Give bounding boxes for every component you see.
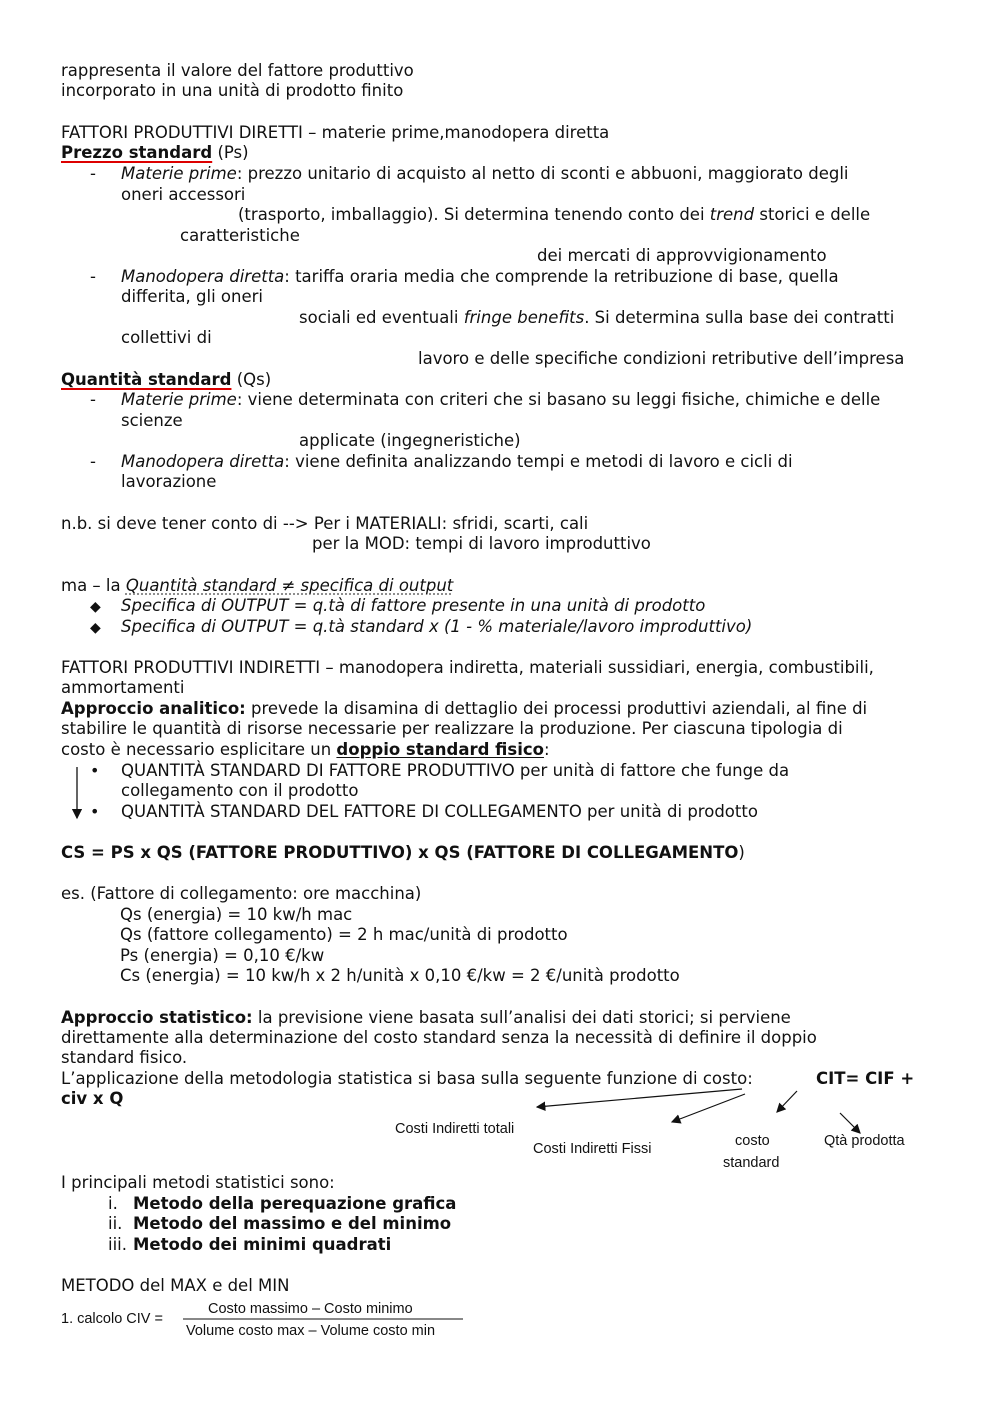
ps-md-l3a: sociali ed eventuali <box>299 308 464 327</box>
ps-materie-prime-line-2: oneri accessori <box>121 185 246 204</box>
ps-materie-prime-line-4: caratteristiche <box>180 226 300 245</box>
ps-md-l3c: . Si determina sulla base dei contratti <box>584 308 895 327</box>
label-costi-indiretti-fissi: Costi Indiretti Fissi <box>533 1141 652 1157</box>
heading-diretti: FATTORI PRODUTTIVI DIRETTI – materie prime,manodopera diretta <box>61 123 610 142</box>
output-bullet-2: Specifica di OUTPUT = q.tà standard x (1 - % materiale/lavoro improduttivo) <box>121 617 753 636</box>
qs-manodopera-term: Manodopera diretta <box>121 452 285 471</box>
intro-line-2: incorporato in una unità di prodotto finito <box>61 81 404 100</box>
approccio-statistico-text: la previsione viene basata sull’analisi dei dati storici; si perviene <box>252 1008 791 1027</box>
qs-manodopera-text: : viene definita analizzando tempi e metodi di lavoro e cicli di <box>284 452 793 471</box>
prezzo-standard-suffix: (Ps) <box>212 143 249 162</box>
nb-line-1: n.b. si deve tener conto di --> Per i MATERIALI: sfridi, scarti, cali <box>61 514 589 533</box>
cit-formula-part-1: CIT= CIF + <box>816 1069 915 1088</box>
approccio-analitico-line-2: stabilire le quantità di risorse necessarie per realizzare la produzione. Per ciascuna tipologia di <box>61 719 843 738</box>
ps-manodopera-line-5: lavoro e delle specifiche condizioni retributive dell’impresa <box>418 349 905 368</box>
dash-bullet: - <box>90 390 96 409</box>
calcolo-civ-label: 1. calcolo CIV = <box>61 1311 163 1327</box>
maxmin-title: METODO del MAX e del MIN <box>61 1276 290 1295</box>
ps-mp-l3a: (trasporto, imballaggio). Si determina tenendo conto dei <box>238 205 710 224</box>
round-bullet-icon: • <box>90 761 100 780</box>
esempio-line-1: es. (Fattore di collegamento: ore macchina) <box>61 884 422 903</box>
approccio-analitico-text: prevede la disamina di dettaglio dei processi produttivi aziendali, al fine di <box>245 699 868 718</box>
arrow-to-civ-icon <box>777 1091 797 1112</box>
qs-materie-prime-line-3: applicate (ingegneristiche) <box>299 431 521 450</box>
metodi-intro: I principali metodi statistici sono: <box>61 1173 335 1192</box>
approccio-statistico-title: Approccio statistico: <box>61 1008 253 1027</box>
indiretti-line-2: ammortamenti <box>61 678 185 697</box>
quantita-standard-title: Quantità standard <box>61 370 232 389</box>
indiretti-bullet-2: QUANTITÀ STANDARD DEL FATTORE DI COLLEGAMENTO per unità di prodotto <box>121 802 758 821</box>
approccio-statistico-line-3: standard fisico. <box>61 1048 188 1067</box>
dash-bullet: - <box>90 267 96 286</box>
metodo-item-1-num: i. <box>108 1194 118 1213</box>
cs-formula-tail: ) <box>738 843 745 862</box>
approccio-analitico-title: Approccio analitico: <box>61 699 246 718</box>
approccio-statistico-line-2: direttamente alla determinazione del costo standard senza la necessità di definire il doppio <box>61 1028 817 1047</box>
prezzo-standard-title: Prezzo standard <box>61 143 213 162</box>
ps-mp-l3c: storici e delle <box>754 205 871 224</box>
fraction-denominator: Volume costo max – Volume costo min <box>186 1323 436 1339</box>
an-l3c: : <box>543 740 550 759</box>
qs-materie-prime-term: Materie prime <box>121 390 237 409</box>
an-l3a: costo è necessario esplicitare un <box>61 740 337 759</box>
metodo-item-1: Metodo della perequazione grafica <box>133 1194 457 1213</box>
qs-materie-prime-line-2: scienze <box>121 411 183 430</box>
output-lead-term: Quantità standard ≠ specifica di output <box>125 576 454 595</box>
diamond-bullet-icon: ◆ <box>90 620 101 636</box>
nb-line-2: per la MOD: tempi di lavoro improduttivo <box>312 534 651 553</box>
ps-manodopera-term: Manodopera diretta <box>121 267 285 286</box>
qs-manodopera-line-2: lavorazione <box>121 472 217 491</box>
ps-manodopera-line-2: differita, gli oneri <box>121 287 263 306</box>
esempio-line-3: Qs (fattore collegamento) = 2 h mac/unità di prodotto <box>120 925 568 944</box>
output-lead-text: ma – la <box>61 576 126 595</box>
indiretti-line-1: FATTORI PRODUTTIVI INDIRETTI – manodopera indiretta, materiali sussidiari, energia, combustibili, <box>61 658 874 677</box>
esempio-line-4: Ps (energia) = 0,10 €/kw <box>120 946 325 965</box>
esempio-line-5: Cs (energia) = 10 kw/h x 2 h/unità x 0,10 €/kw = 2 €/unità prodotto <box>120 966 680 985</box>
qs-materie-prime-text: : viene determinata con criteri che si basano su leggi fisiche, chimiche e delle <box>236 390 881 409</box>
metodo-item-3-num: iii. <box>108 1235 127 1254</box>
metodo-item-2-num: ii. <box>108 1214 123 1233</box>
ps-manodopera-line-4: collettivi di <box>121 328 212 347</box>
dash-bullet: - <box>90 164 96 183</box>
arrow-to-cif-icon <box>672 1094 745 1122</box>
cit-formula-part-2: civ x Q <box>61 1089 124 1108</box>
indiretti-bullet-1-line-1: QUANTITÀ STANDARD DI FATTORE PRODUTTIVO per unità di fattore che funge da <box>121 761 790 780</box>
approccio-statistico-line-4: L’applicazione della metodologia statistica si basa sulla seguente funzione di costo: <box>61 1069 753 1088</box>
doppio-standard-fisico: doppio standard fisico <box>336 740 544 759</box>
ps-materie-prime-line-5: dei mercati di approvvigionamento <box>537 246 827 265</box>
ps-manodopera-text: : tariffa oraria media che comprende la retribuzione di base, quella <box>284 267 839 286</box>
metodo-item-3: Metodo dei minimi quadrati <box>133 1235 392 1254</box>
ps-mp-trend: trend <box>709 205 755 224</box>
metodo-item-2: Metodo del massimo e del minimo <box>133 1214 452 1233</box>
label-costi-indiretti-totali: Costi Indiretti totali <box>395 1121 515 1137</box>
esempio-line-2: Qs (energia) = 10 kw/h mac <box>120 905 353 924</box>
diamond-bullet-icon: ◆ <box>90 599 101 615</box>
indiretti-bullet-1-line-2: collegamento con il prodotto <box>121 781 359 800</box>
label-standard: standard <box>723 1155 780 1171</box>
fraction-numerator: Costo massimo – Costo minimo <box>208 1301 413 1317</box>
round-bullet-icon: • <box>90 802 100 821</box>
arrow-to-cit-icon <box>537 1089 742 1107</box>
label-costo: costo <box>735 1133 770 1149</box>
cs-formula-bold: CS = PS x QS (FATTORE PRODUTTIVO) x QS (FATTORE DI COLLEGAMENTO <box>61 843 739 862</box>
quantita-standard-suffix: (Qs) <box>231 370 272 389</box>
arrow-to-q-icon <box>840 1113 860 1133</box>
ps-materie-prime-term: Materie prime <box>121 164 237 183</box>
output-bullet-1: Specifica di OUTPUT = q.tà di fattore presente in una unità di prodotto <box>121 596 706 615</box>
ps-materie-prime-text: : prezzo unitario di acquisto al netto di sconti e abbuoni, maggiorato degli <box>236 164 849 183</box>
label-qta-prodotta: Qtà prodotta <box>824 1133 905 1149</box>
ps-md-fringe: fringe benefits <box>463 308 585 327</box>
intro-line-1: rappresenta il valore del fattore produttivo <box>61 61 414 80</box>
dash-bullet: - <box>90 452 96 471</box>
